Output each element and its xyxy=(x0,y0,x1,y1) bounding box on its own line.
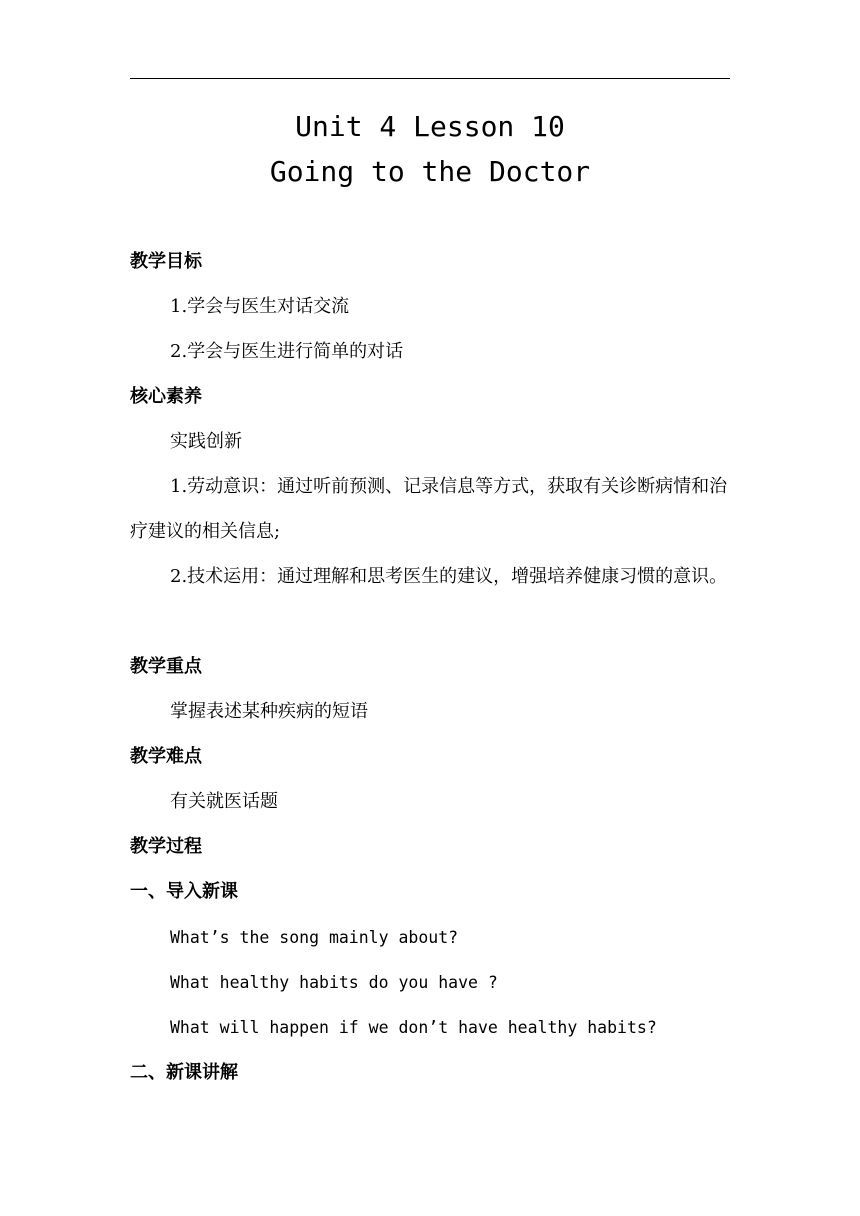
process-heading: 教学过程 xyxy=(130,836,202,857)
lesson-subtitle: Going to the Doctor xyxy=(269,155,591,188)
question-2: What healthy habits do you have ? xyxy=(170,973,498,992)
part2-heading: 二、新课讲解 xyxy=(130,1062,238,1083)
key-points-heading: 教学重点 xyxy=(130,656,202,677)
literacy-item-2: 2.技术运用：通过理解和思考医生的建议，增强培养健康习惯的意识。 xyxy=(170,566,728,587)
question-3: What will happen if we don’t have healthy habits? xyxy=(170,1018,657,1037)
literacy-sub: 实践创新 xyxy=(170,431,242,452)
difficulties-heading: 教学难点 xyxy=(130,746,202,767)
lesson-title: Unit 4 Lesson 10 xyxy=(295,110,565,143)
objective-item-1: 1.学会与医生对话交流 xyxy=(170,296,350,317)
literacy-heading: 核心素养 xyxy=(130,386,202,407)
question-1: What’s the song mainly about? xyxy=(170,928,459,947)
part1-heading: 一、导入新课 xyxy=(130,881,238,902)
header-rule xyxy=(130,78,730,79)
literacy-item-1: 1.劳动意识：通过听前预测、记录信息等方式，获取有关诊断病情和治疗建议的相关信息; xyxy=(130,476,728,542)
objective-item-2: 2.学会与医生进行简单的对话 xyxy=(170,341,404,362)
objectives-heading: 教学目标 xyxy=(130,251,202,272)
key-points-text: 掌握表述某种疾病的短语 xyxy=(170,701,368,722)
difficulties-text: 有关就医话题 xyxy=(170,791,278,812)
